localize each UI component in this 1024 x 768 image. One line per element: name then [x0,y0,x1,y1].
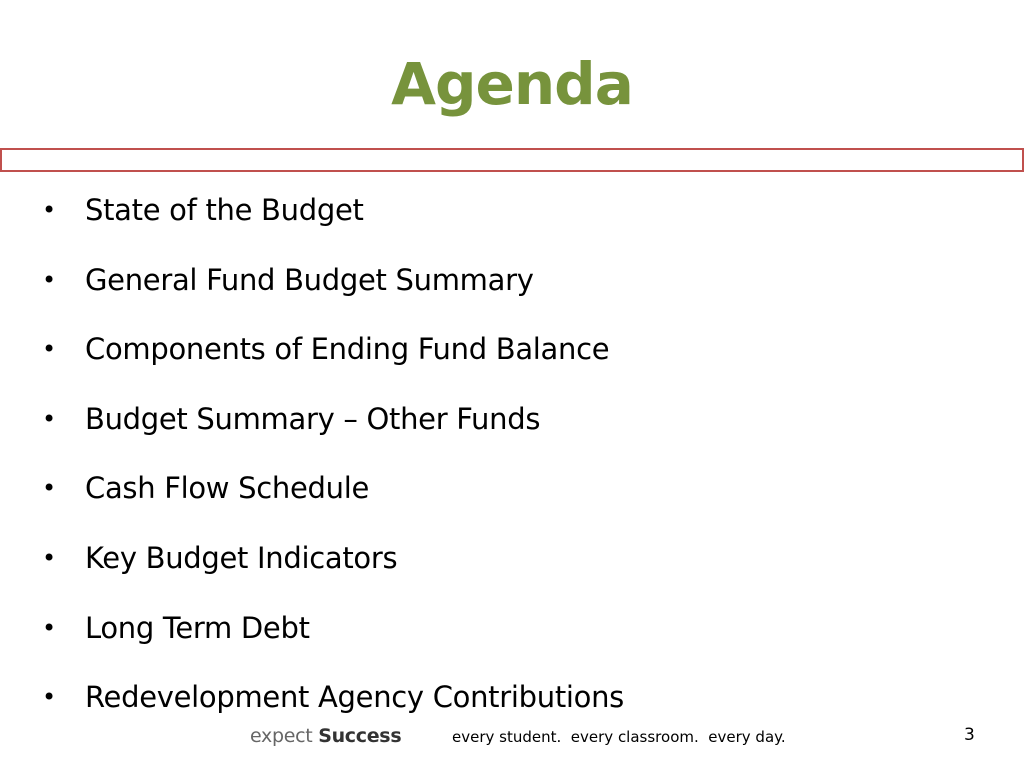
logo-text-bold: Success [318,725,402,747]
footer-tagline: every student. every classroom. every day. [452,728,786,746]
bullet-icon: • [42,543,57,572]
agenda-item-label: Cash Flow Schedule [85,471,370,506]
list-item [40,466,1000,536]
slide-title: Agenda [391,50,633,118]
agenda-item-label: Long Term Debt [85,610,310,645]
list-item [40,327,1000,397]
bullet-icon: • [42,683,57,712]
agenda-item-label: Components of Ending Fund Balance [85,332,610,367]
agenda-item-label: Redevelopment Agency Contributions [85,680,624,715]
title-divider [0,148,1024,172]
page-number: 3 [964,725,975,745]
bullet-icon: • [42,196,57,224]
bullet-icon: • [42,265,57,294]
footer-logo [250,724,401,748]
agenda-item-label: State of the Budget [85,193,364,227]
bullet-icon: • [42,474,57,503]
agenda-item-label: Key Budget Indicators [85,540,398,575]
bullet-icon: • [42,404,57,433]
logo-text-light: expect [250,725,319,747]
list-item [40,188,1000,258]
agenda-list [40,188,1000,745]
list-item [40,397,1000,467]
list-item [40,606,1000,676]
bullet-icon: • [42,613,57,642]
agenda-item-label: Budget Summary – Other Funds [85,401,541,436]
bullet-icon: • [42,335,57,364]
list-item [40,536,1000,606]
list-item [40,258,1000,328]
agenda-item-label: General Fund Budget Summary [85,262,534,297]
